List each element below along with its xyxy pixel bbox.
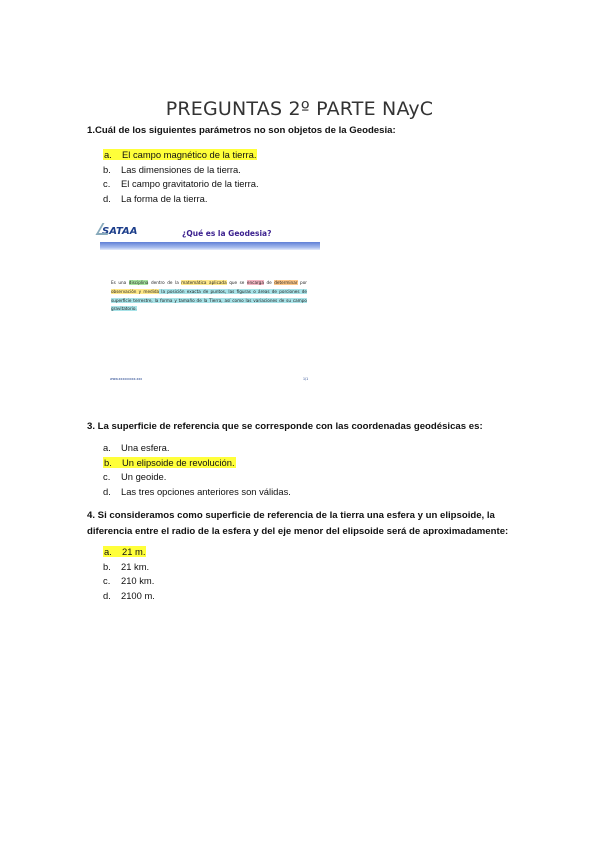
- geodesia-slide-image: [100, 218, 320, 388]
- option-1c: c. El campo gravitatorio de la tierra.: [103, 178, 259, 189]
- option-3d: d. Las tres opciones anteriores son válidas.: [103, 485, 291, 497]
- option-4b: b. 21 km.: [103, 560, 150, 572]
- option-4d: d. 2100 m.: [103, 589, 155, 601]
- question-1-options: [103, 149, 259, 207]
- option-4a: a. 21 m.: [104, 546, 146, 557]
- option-1d: d. La forma de la tierra.: [103, 192, 208, 204]
- slide-heading: ¿Qué es la Geodesia?: [182, 229, 272, 238]
- slide-header-bar: [100, 242, 320, 250]
- slide-footer-left: www.xxxxxxxxx.xxx: [110, 377, 143, 381]
- question-4: 4. Si consideramos como superficie de referencia de la tierra una esfera y un elipsoide, la diferencia entre el radio de la esfera y del eje menor del elipsoide será de aproximadamente:: [87, 510, 509, 537]
- question-3-options: [103, 442, 291, 500]
- slide-footer-right: 1/1: [303, 377, 309, 381]
- question-4-options: [103, 546, 155, 604]
- option-1b: b. Las dimensiones de la tierra.: [103, 163, 241, 175]
- option-3b: b. Un elipsoide de revolución.: [104, 456, 235, 468]
- option-1a: a. El campo magnético de la tierra.: [104, 149, 257, 160]
- question-1: 1.Cuál de los siguientes parámetros no son objetos de la Geodesia:: [87, 125, 396, 136]
- option-3c: c. Un geoide.: [103, 471, 167, 482]
- question-3: 3. La superficie de referencia que se corresponde con las coordenadas geodésicas es:: [87, 421, 483, 432]
- slide-logo: SATAA: [102, 226, 138, 237]
- option-4c: c. 210 km.: [103, 575, 155, 586]
- slide-paragraph: Es una disciplina dentro de la matemática aplicada que se encarga de determinar por observación y medida la posición exacta de puntos, las figuras o áreas de porciones de superficie terrestre, la forma y tamaño de la Tierra, así como las variaciones de su campo gravitatorio.: [111, 280, 307, 312]
- page-title: PREGUNTAS 2º PARTE NAyC: [165, 98, 434, 120]
- option-3a: a. Una esfera.: [103, 442, 170, 453]
